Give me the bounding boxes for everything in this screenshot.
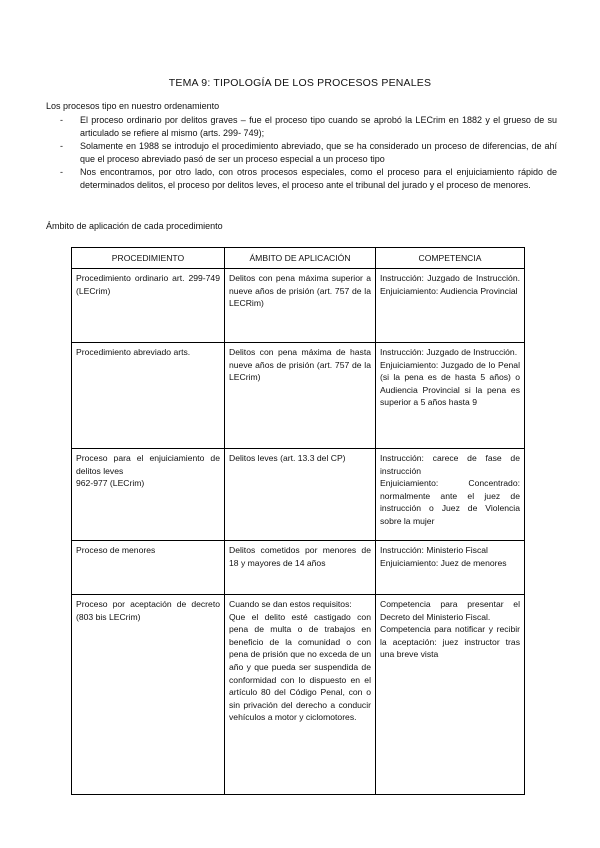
cell-ambito xyxy=(225,595,376,795)
cell-text: Delitos leves (art. 13.3 del CP) xyxy=(229,453,346,463)
cell-competencia xyxy=(376,541,525,595)
table-row xyxy=(72,269,525,343)
cell-text: Delitos con pena máxima superior a nueve años de prisión (art. 757 de la LECRim) xyxy=(229,273,371,309)
header-ambito: ÁMBITO DE APLICACIÓN xyxy=(225,248,376,269)
section-heading: Ámbito de aplicación de cada procedimiento xyxy=(46,221,223,231)
bullet-marker: - xyxy=(60,167,63,177)
cell-text: Delitos cometidos por menores de 18 y mayores de 14 años xyxy=(229,545,371,568)
bullet-marker: - xyxy=(60,115,63,125)
cell-competencia xyxy=(376,449,525,541)
cell-procedimiento xyxy=(72,595,225,795)
bullet-text: Solamente en 1988 se introdujo el procedimiento abreviado, que se ha considerado un proceso de diferencias, de ahí que el proceso abreviado pasó de ser un proceso especial a un proceso tipo xyxy=(80,141,557,164)
cell-text: Delitos con pena máxima de hasta nueve años de prisión (art. 757 de la LECrim) xyxy=(229,347,371,383)
bullet-marker: - xyxy=(60,141,63,151)
cell-text: Enjuiciamiento: Juez de menores xyxy=(380,557,507,568)
cell-text: Proceso de menores xyxy=(76,545,156,555)
cell-competencia xyxy=(376,595,525,795)
cell-ambito xyxy=(225,541,376,595)
procedures-table xyxy=(71,247,525,795)
cell-text: Procedimiento abreviado arts. xyxy=(76,347,191,357)
cell-text: Cuando se dan estos requisitos: xyxy=(229,599,352,609)
bullet-item xyxy=(60,140,557,166)
cell-text: Procedimiento ordinario art. 299-749 (LECrim) xyxy=(76,273,220,296)
document-title: TEMA 9: TIPOLOGÍA DE LOS PROCESOS PENALES xyxy=(168,77,432,89)
cell-text: 962-977 (LECrim) xyxy=(76,478,145,489)
cell-ambito xyxy=(225,343,376,449)
table-row xyxy=(72,595,525,795)
cell-procedimiento xyxy=(72,343,225,449)
cell-text: Competencia para presentar el Decreto del Ministerio Fiscal. xyxy=(380,599,520,622)
cell-ambito xyxy=(225,449,376,541)
bullet-list xyxy=(60,114,557,192)
cell-ambito xyxy=(225,269,376,343)
table-row xyxy=(72,541,525,595)
bullet-text: El proceso ordinario por delitos graves – fue el proceso tipo cuando se aprobó la LECrim en 1882 y el grueso de su articulado se refiere al mismo (arts. 299- 749); xyxy=(80,115,557,138)
bullet-item xyxy=(60,166,557,192)
cell-competencia xyxy=(376,269,525,343)
cell-text: Instrucción: carece de fase de instrucción xyxy=(380,453,520,476)
intro-heading: Los procesos tipo en nuestro ordenamiento xyxy=(46,101,220,111)
cell-text: Enjuiciamiento: Juzgado de lo Penal (si la pena es de hasta 5 años) o Audiencia Provincial si la pena es superior a 5 años hasta 9 xyxy=(380,359,520,408)
cell-competencia xyxy=(376,343,525,449)
bullet-item xyxy=(60,114,557,140)
header-competencia: COMPETENCIA xyxy=(376,248,525,269)
table-row xyxy=(72,343,525,449)
cell-text: Competencia para notificar y recibir la aceptación: juez instructor tras una breve vista xyxy=(380,624,520,660)
table-row xyxy=(72,449,525,541)
cell-text: Instrucción: Juzgado de Instrucción. xyxy=(380,347,518,357)
cell-procedimiento xyxy=(72,449,225,541)
cell-text: Proceso para el enjuiciamiento de delitos leves xyxy=(76,453,220,476)
cell-text: Proceso por aceptación de decreto (803 bis LECrim) xyxy=(76,599,220,622)
cell-text: Que el delito esté castigado con pena de multa o de trabajos en beneficio de la comunidad o con pena de prisión que no exceda de un año y que pueda ser suspendida de conformidad con lo dispuesto en el artículo 80 del Código Penal, con o sin privación del derecho a conducir vehículos a motor y ciclomotores. xyxy=(229,611,371,723)
cell-text: Instrucción: Ministerio Fiscal xyxy=(380,545,488,555)
cell-text: Enjuiciamiento: Concentrado: normalmente ante el juez de instrucción o Juez de Violencia sobre la mujer xyxy=(380,478,520,526)
table-header-row xyxy=(72,248,525,269)
header-procedimiento: PROCEDIMIENTO xyxy=(72,248,225,269)
bullet-text: Nos encontramos, por otro lado, con otros procesos especiales, como el proceso para el enjuiciamiento rápido de determinados delitos, el proceso por delitos leves, el proceso ante el tribunal del jurado y el proceso de menores. xyxy=(80,167,557,190)
cell-procedimiento xyxy=(72,541,225,595)
cell-text: Instrucción: Juzgado de Instrucción. Enjuiciamiento: Audiencia Provincial xyxy=(380,273,520,296)
cell-procedimiento xyxy=(72,269,225,343)
